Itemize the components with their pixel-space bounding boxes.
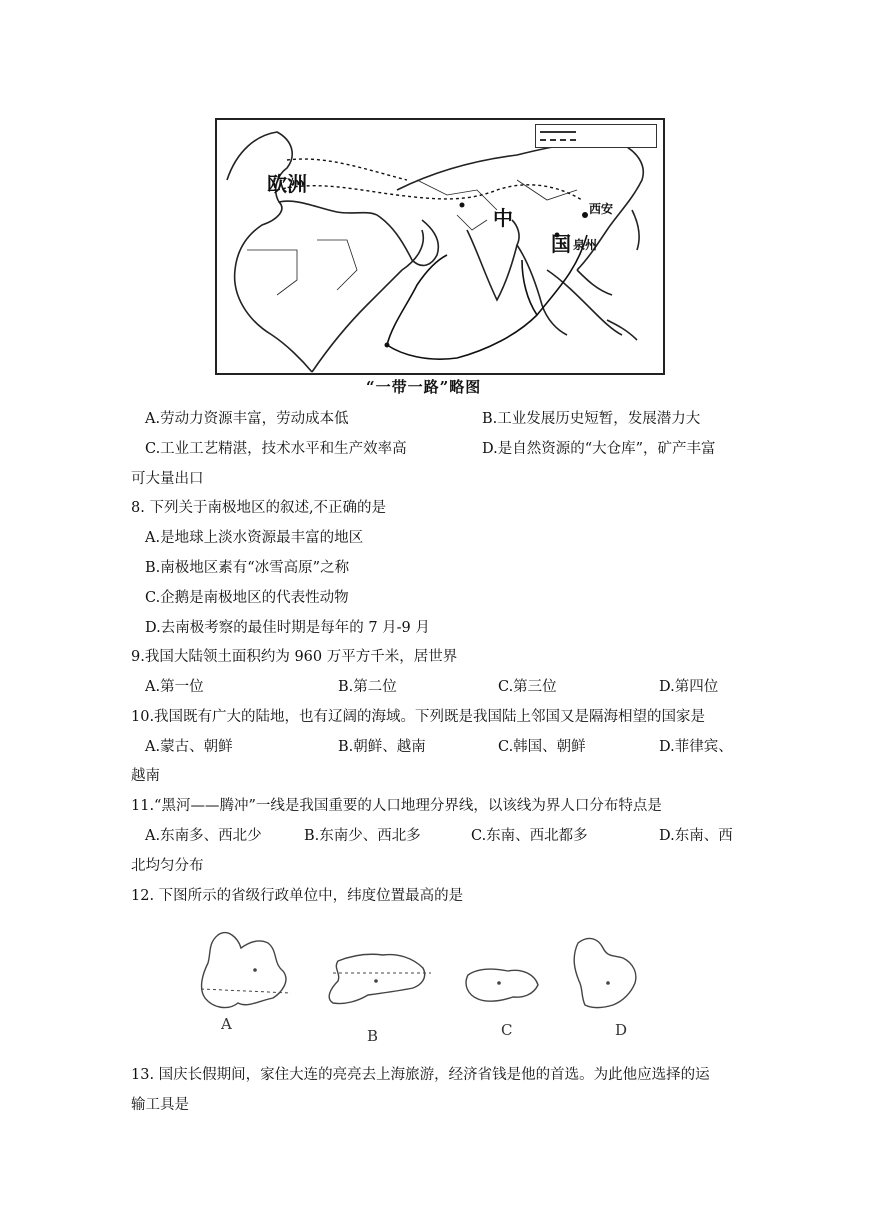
q7-option-c: C.工业工艺精湛，技术水平和生产效率高 [145, 441, 407, 457]
q7-option-a: A.劳动力资源丰富，劳动成本低 [145, 411, 349, 427]
q12-stem: 12. 下图所示的省级行政单位中，纬度位置最高的是 [131, 888, 464, 904]
map-caption: “一带一路”略图 [366, 378, 482, 396]
province-label-b: B [367, 1027, 379, 1045]
q8-option-d: D.去南极考察的最佳时期是每年的 7 月-9 月 [145, 620, 430, 636]
q11-option-d: D.东南、西 [659, 828, 733, 844]
q9-option-a: A.第一位 [145, 679, 204, 695]
q13-stem: 13. 国庆长假期间，家住大连的亮亮去上海旅游，经济省钱是他的首选。为此他应选择的运 [131, 1067, 710, 1083]
q11-option-c: C.东南、西北都多 [471, 828, 588, 844]
legend-line-dashed [540, 139, 576, 141]
province-label-d: D [615, 1021, 628, 1039]
legend-line-solid [540, 131, 576, 133]
q11-stem: 11.“黑河——腾冲”一线是我国重要的人口地理分界线，以该线为界人口分布特点是 [131, 798, 662, 814]
province-figure [183, 913, 683, 1053]
q10-stem: 10.我国既有广大的陆地，也有辽阔的海域。下列既是我国陆上邻国又是隔海相望的国家是 [131, 709, 706, 725]
q7-option-b: B.工业发展历史短暂，发展潜力大 [482, 411, 701, 427]
map-label-quanzhou: 泉州 [573, 238, 598, 252]
q8-option-a: A.是地球上淡水资源最丰富的地区 [145, 530, 364, 546]
q10-option-a: A.蒙古、朝鲜 [145, 739, 233, 755]
map-label-xian: 西安 [589, 202, 614, 216]
q9-option-b: B.第二位 [338, 679, 397, 695]
q9-option-d: D.第四位 [659, 679, 719, 695]
belt-road-map [215, 118, 665, 375]
map-legend [535, 124, 657, 148]
q10-option-d-cont: 越南 [131, 768, 160, 784]
province-label-c: C [501, 1021, 513, 1039]
q8-option-c: C.企鹅是南极地区的代表性动物 [145, 590, 349, 606]
q11-option-b: B.东南少、西北多 [304, 828, 421, 844]
province-label-a: A [221, 1015, 232, 1033]
map-label-europe: 欧洲 [267, 172, 307, 196]
q11-option-d-cont: 北均匀分布 [131, 858, 204, 874]
map-label-china-2: 国 [551, 232, 571, 256]
map-label-china-1: 中 [493, 206, 513, 230]
q10-option-d: D.菲律宾、 [659, 739, 733, 755]
q11-option-a: A.东南多、西北少 [145, 828, 262, 844]
q10-option-c: C.韩国、朝鲜 [498, 739, 586, 755]
q7-option-d: D.是自然资源的“大仓库”，矿产丰富 [482, 441, 716, 457]
q7-option-d-cont: 可大量出口 [131, 471, 204, 487]
q13-stem-cont: 输工具是 [131, 1097, 189, 1113]
q9-stem: 9.我国大陆领土面积约为 960 万平方千米，居世界 [131, 649, 458, 665]
q8-option-b: B.南极地区素有“冰雪高原”之称 [145, 560, 350, 576]
q9-option-c: C.第三位 [498, 679, 557, 695]
q8-stem: 8. 下列关于南极地区的叙述,不正确的是 [131, 500, 387, 516]
q10-option-b: B.朝鲜、越南 [338, 739, 426, 755]
province-shapes [183, 913, 683, 1053]
